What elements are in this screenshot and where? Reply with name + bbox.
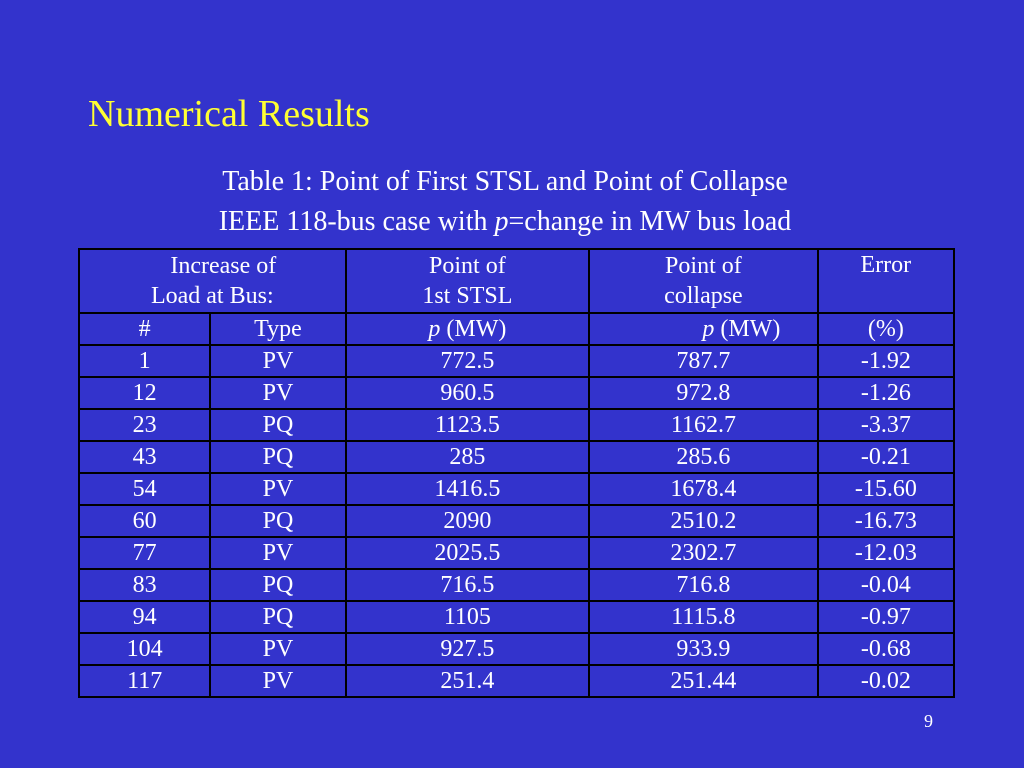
cell-collapse: 972.8: [589, 377, 818, 409]
table-row: [79, 377, 954, 409]
header-increase-line-1: Increase of: [170, 253, 277, 279]
stsl-variable: p: [428, 316, 441, 342]
header-collapse: [589, 249, 818, 313]
caption-text-before: IEEE 118-bus case with: [218, 206, 495, 237]
cell-collapse: 1115.8: [589, 601, 818, 633]
subheader-error-unit: (%): [818, 313, 954, 345]
cell-bus-number: 60: [79, 505, 210, 537]
cell-collapse: 933.9: [589, 633, 818, 665]
table-row: [79, 473, 954, 505]
subheader-type: Type: [210, 313, 345, 345]
table-caption-line-2: [0, 202, 1010, 242]
header-collapse-line-2: collapse: [664, 283, 743, 309]
table-row: [79, 665, 954, 697]
cell-error: -0.68: [818, 633, 954, 665]
cell-first-stsl: 2090: [346, 505, 590, 537]
subheader-collapse-unit: [589, 313, 818, 345]
cell-first-stsl: 960.5: [346, 377, 590, 409]
cell-bus-type: PV: [210, 377, 345, 409]
cell-bus-number: 104: [79, 633, 210, 665]
table-caption-line-1: Table 1: Point of First STSL and Point of Collapse: [222, 166, 788, 197]
cell-bus-number: 23: [79, 409, 210, 441]
slide-title: Numerical Results: [88, 93, 370, 135]
cell-bus-type: PQ: [210, 505, 345, 537]
table-row: [79, 409, 954, 441]
table-row: [79, 441, 954, 473]
caption-text-after: =change in MW bus load: [508, 206, 792, 237]
cell-error: -16.73: [818, 505, 954, 537]
cell-error: -1.26: [818, 377, 954, 409]
cell-bus-number: 83: [79, 569, 210, 601]
results-table: [78, 248, 955, 698]
cell-bus-number: 117: [79, 665, 210, 697]
cell-collapse: 787.7: [589, 345, 818, 377]
cell-bus-type: PQ: [210, 441, 345, 473]
cell-collapse: 1162.7: [589, 409, 818, 441]
cell-collapse: 251.44: [589, 665, 818, 697]
cell-bus-type: PV: [210, 345, 345, 377]
cell-first-stsl: 927.5: [346, 633, 590, 665]
cell-error: -0.97: [818, 601, 954, 633]
cell-error: -15.60: [818, 473, 954, 505]
header-error: [818, 249, 954, 313]
table-row: [79, 537, 954, 569]
cell-error: -12.03: [818, 537, 954, 569]
cell-collapse: 2302.7: [589, 537, 818, 569]
cell-error: -1.92: [818, 345, 954, 377]
cell-collapse: 1678.4: [589, 473, 818, 505]
subheader-stsl-unit: [346, 313, 590, 345]
header-increase-of-load: [79, 249, 346, 313]
cell-error: -0.02: [818, 665, 954, 697]
header-stsl-line-1: Point of: [429, 253, 506, 279]
cell-bus-number: 54: [79, 473, 210, 505]
table-row: [79, 345, 954, 377]
cell-first-stsl: 285: [346, 441, 590, 473]
cell-bus-type: PQ: [210, 409, 345, 441]
cell-error: -0.21: [818, 441, 954, 473]
stsl-unit: (MW): [440, 316, 507, 342]
cell-bus-number: 43: [79, 441, 210, 473]
cell-first-stsl: 2025.5: [346, 537, 590, 569]
table-subheader-row: [79, 313, 954, 345]
cell-bus-type: PQ: [210, 569, 345, 601]
cell-first-stsl: 1416.5: [346, 473, 590, 505]
cell-first-stsl: 716.5: [346, 569, 590, 601]
cell-error: -3.37: [818, 409, 954, 441]
cell-first-stsl: 772.5: [346, 345, 590, 377]
cell-bus-type: PV: [210, 633, 345, 665]
table-row: [79, 505, 954, 537]
header-stsl-line-2: 1st STSL: [422, 283, 513, 309]
collapse-unit: (MW): [714, 316, 781, 342]
page-number: 9: [924, 711, 933, 731]
caption-variable: p: [494, 206, 509, 237]
cell-bus-type: PV: [210, 537, 345, 569]
cell-collapse: 2510.2: [589, 505, 818, 537]
table-header-row: [79, 249, 954, 313]
cell-bus-number: 77: [79, 537, 210, 569]
collapse-variable: p: [702, 316, 715, 342]
cell-bus-number: 12: [79, 377, 210, 409]
table-row: [79, 601, 954, 633]
cell-first-stsl: 1123.5: [346, 409, 590, 441]
cell-bus-type: PV: [210, 473, 345, 505]
cell-collapse: 716.8: [589, 569, 818, 601]
header-first-stsl: [346, 249, 590, 313]
table-body: [79, 249, 954, 697]
header-collapse-line-1: Point of: [665, 253, 742, 279]
subheader-number: #: [79, 313, 210, 345]
header-increase-line-2: Load at Bus:: [150, 283, 274, 309]
header-error-label: Error: [860, 252, 912, 278]
cell-bus-type: PV: [210, 665, 345, 697]
cell-bus-type: PQ: [210, 601, 345, 633]
cell-first-stsl: 1105: [346, 601, 590, 633]
table-row: [79, 569, 954, 601]
cell-bus-number: 1: [79, 345, 210, 377]
cell-first-stsl: 251.4: [346, 665, 590, 697]
cell-collapse: 285.6: [589, 441, 818, 473]
cell-error: -0.04: [818, 569, 954, 601]
cell-bus-number: 94: [79, 601, 210, 633]
table-row: [79, 633, 954, 665]
